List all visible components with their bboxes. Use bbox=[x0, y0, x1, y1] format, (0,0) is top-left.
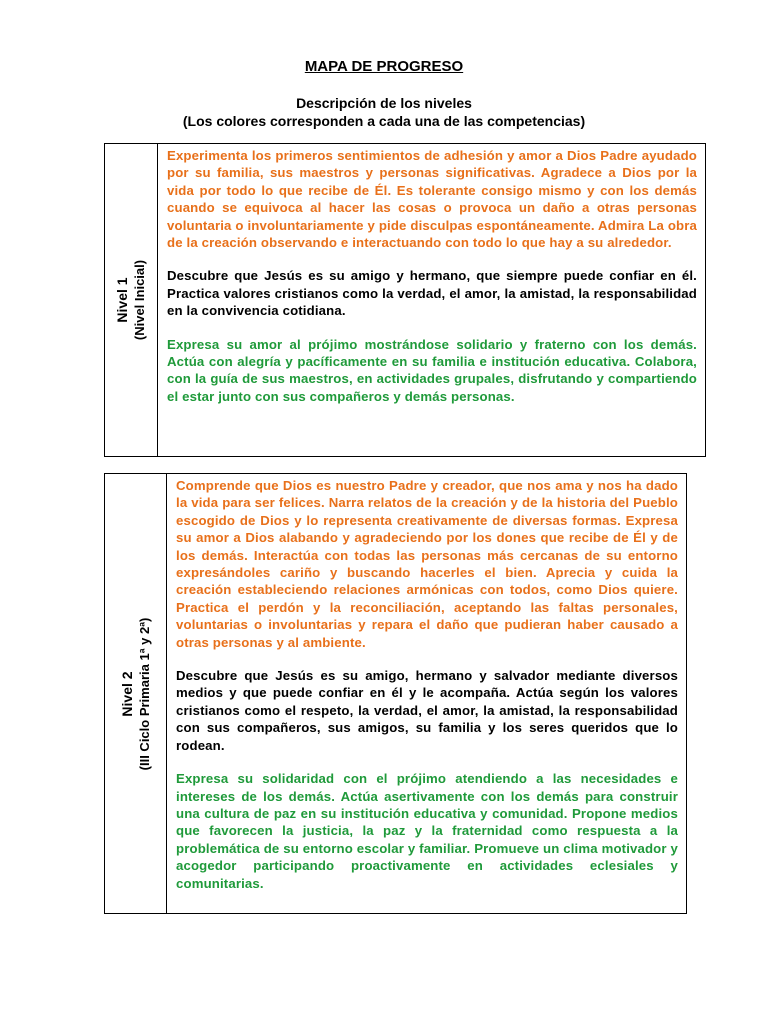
level-2-paragraph-faith: Comprende que Dios es nuestro Padre y creador, que nos ama y nos ha dado la vida para ser felices. Narra relatos de la creación y de la historia del Pueblo escogido de Dios y lo representa creativamente de diversas formas. Expresa su amor a Dios alabando y agradeciendo por los dones que recibe de Él y de los demás. Interactúa con todas las personas más cercanas de su entorno expresándoles cariño y buscando hacerles el bien. Aprecia y cuida la creación estableciendo relaciones armónicas con todos, como Dios quiere. Practica el perdón y la reconciliación, aceptando las faltas personales, voluntarias o involuntarias y repara el daño que pudieran haber causado a otras personas y al ambiente. bbox=[176, 478, 678, 650]
level-2-paragraph-values: Descubre que Jesús es su amigo, hermano y salvador mediante diversos medios y que puede confiar en él y le acompaña. Actúa según los valores cristianos como el respeto, la verdad, el amor, la amistad, la responsabilidad con sus compañeros, sus amigos, su familia y los seres queridos que lo rodean. bbox=[176, 668, 678, 753]
document-title: MAPA DE PROGRESO bbox=[304, 58, 464, 75]
level-2-label bbox=[119, 617, 153, 770]
level-2-label-cell bbox=[105, 474, 167, 913]
level-1-paragraph-solidarity: Expresa su amor al prójimo mostrándose solidario y fraterno con los demás. Actúa con alegría y pacíficamente en su familia e institución educativa. Colabora, con la guía de sus maestros, en actividades grupales, disfrutando y compartiendo el estar junto con sus compañeros y demás personas. bbox=[167, 336, 697, 404]
level-1-paragraph-values: Descubre que Jesús es su amigo y hermano, que siempre puede confiar en él. Practica valores cristianos como la verdad, el amor, la amistad, la responsabilidad en la convivencia cotidiana. bbox=[167, 268, 697, 319]
level-1-label bbox=[114, 260, 148, 340]
level-1-label-cell bbox=[105, 144, 158, 456]
level-2-box bbox=[104, 473, 687, 914]
level-1-title: Nivel 1 bbox=[114, 277, 130, 323]
level-1-subtitle: (Nivel Inicial) bbox=[132, 259, 147, 341]
level-1-paragraph-faith: Experimenta los primeros sentimientos de adhesión y amor a Dios Padre ayudado por su familia, sus maestros y personas significativas. Agradece a Dios por la vida por todo lo que recibe de Él. Es tolerante consigo mismo y con los demás cuando se equivoca al hacer las cosas o provoca un daño a otras personas voluntaria o involuntariamente y pide disculpas espontáneamente. Admira La obra de la creación observando e interactuando con todo lo que hay a su alrededor. bbox=[167, 148, 697, 251]
document-subtitle bbox=[0, 94, 768, 130]
subtitle-line-1: Descripción de los niveles bbox=[296, 95, 472, 111]
level-2-title: Nivel 2 bbox=[118, 670, 135, 717]
level-2-description bbox=[167, 474, 686, 913]
subtitle-line-2: (Los colores corresponden a cada una de las competencias) bbox=[182, 113, 586, 129]
level-2-subtitle: (III Ciclo Primaria 1ª y 2ª) bbox=[136, 617, 152, 770]
level-1-box bbox=[104, 143, 706, 457]
level-1-description bbox=[158, 144, 705, 456]
level-2-paragraph-solidarity: Expresa su solidaridad con el prójimo atendiendo a las necesidades e intereses de los demás. Actúa asertivamente con los demás para construir una cultura de paz en su institución educativa y comunidad. Propone medios que favorecen la justicia, la paz y la fraternidad como respuesta a la problemática de su entorno escolar y familiar. Promueve un clima motivador y acogedor participando proactivamente en actividades eclesiales y comunitarias. bbox=[176, 771, 678, 891]
